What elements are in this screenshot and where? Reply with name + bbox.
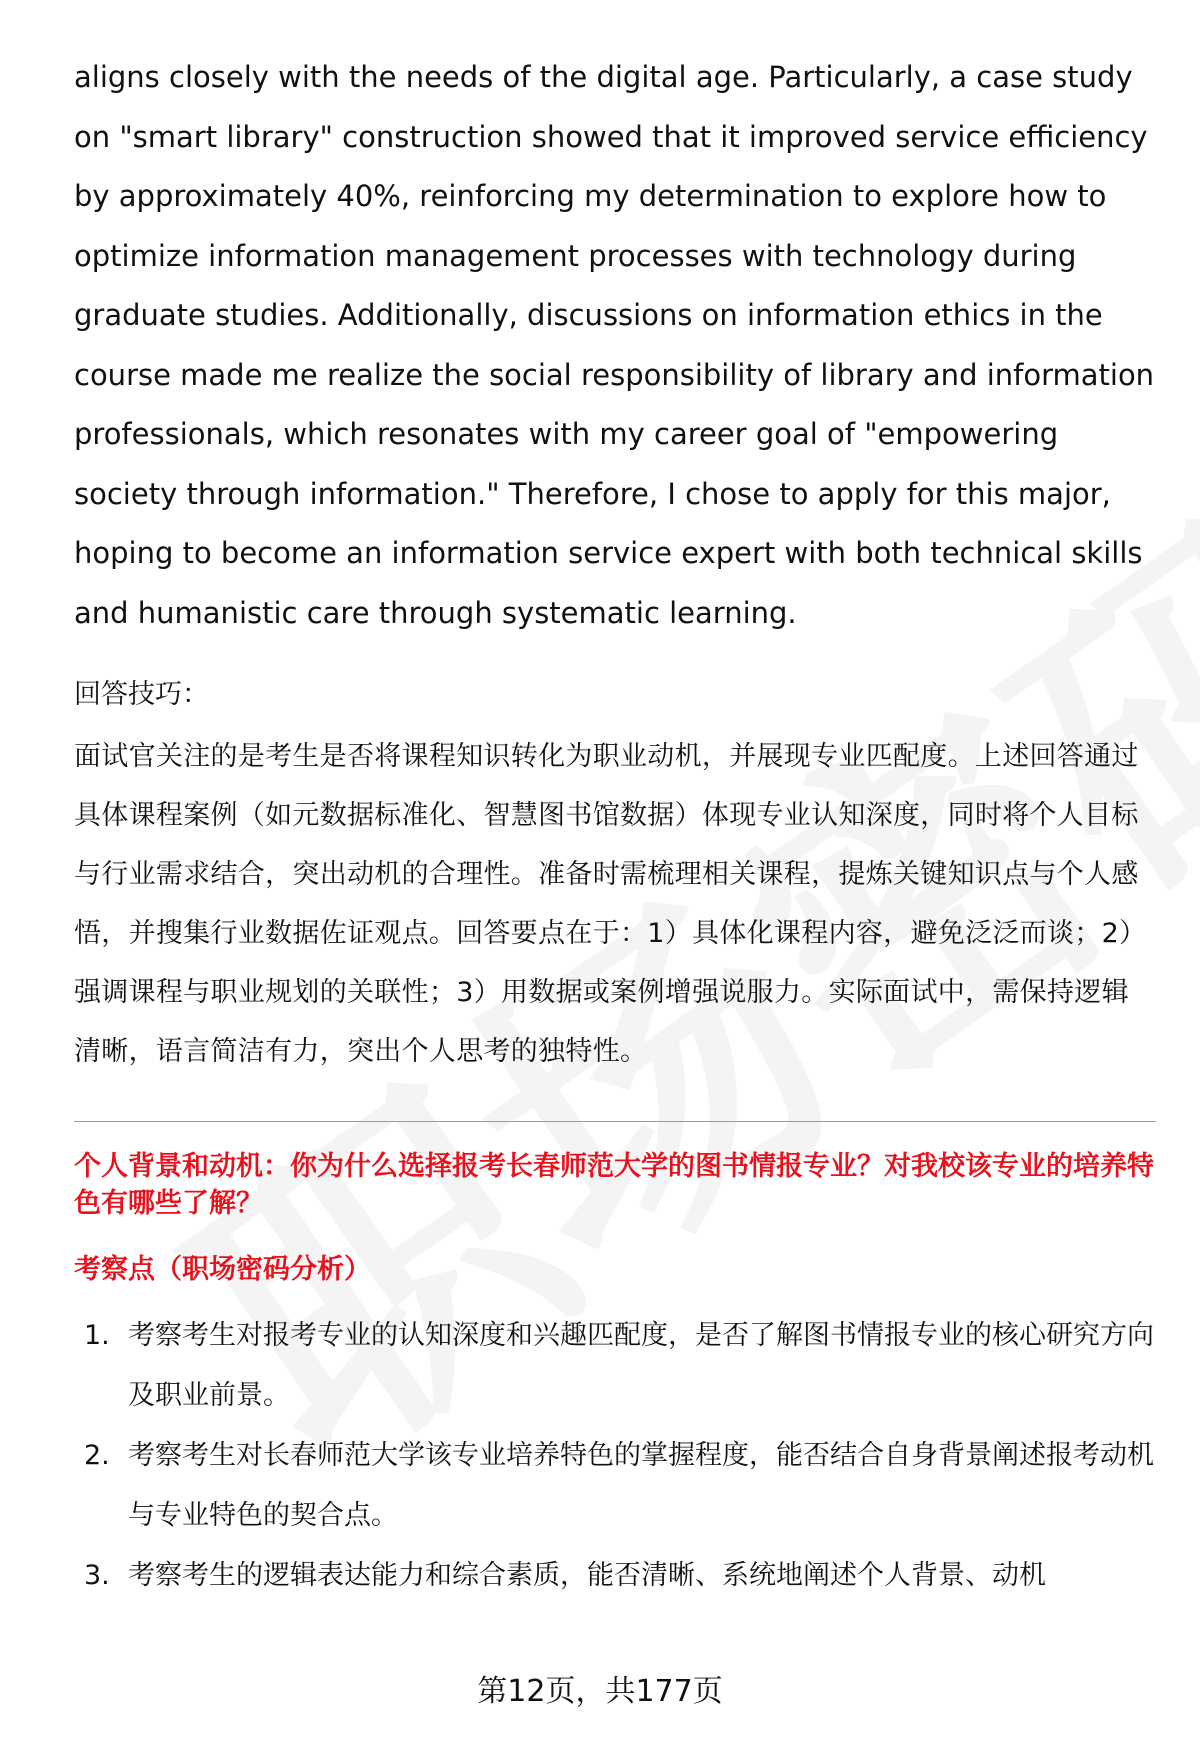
tips-body: 面试官关注的是考生是否将课程知识转化为职业动机，并展现专业匹配度。上述回答通过具体课程案例（如元数据标准化、智慧图书馆数据）体现专业认知深度，同时将个人目标与行业需求结合，突出动机的合理性。准备时需梳理相关课程，提炼关键知识点与个人感悟，并搜集行业数据佐证观点。回答要点在于：1）具体化课程内容，避免泛泛而谈；2）强调课程与职业规划的关联性；3）用数据或案例增强说服力。实际面试中，需保持逻辑清晰，语言简洁有力，突出个人思考的独特性。 <box>74 741 1147 1067</box>
list-item-text: 考察考生对报考专业的认知深度和兴趣匹配度，是否了解图书情报专业的核心研究方向及职业前景。 <box>128 1320 1154 1411</box>
list-item-number: 3. <box>84 1560 110 1591</box>
page-content <box>74 48 1156 1606</box>
list-item <box>74 1426 1156 1546</box>
question-title: 个人背景和动机：你为什么选择报考长春师范大学的图书情报专业？对我校该专业的培养特色有哪些了解？ <box>74 1151 1154 1219</box>
page-number: 第12页，共177页 <box>477 1674 723 1709</box>
assessment-heading: 考察点（职场密码分析） <box>74 1254 371 1285</box>
answer-continuation: aligns closely with the needs of the digital age. Particularly, a case study on "smart library" construction showed that it improved service efficiency by approximately 40%, reinforcing my determination to explore how to optimize information management processes with technology during graduate studies. Additionally, discussions on information ethics in the course made me realize the social responsibility of library and information professionals, which resonates with my career goal of "empowering society through information." Therefore, I chose to apply for this major, hoping to become an information service expert with both technical skills and humanistic care through systematic learning. <box>74 60 1155 630</box>
list-item-text: 考察考生对长春师范大学该专业培养特色的掌握程度，能否结合自身背景阐述报考动机与专业特色的契合点。 <box>128 1440 1154 1531</box>
list-item <box>74 1306 1156 1426</box>
list-item-number: 2. <box>84 1440 110 1471</box>
list-item-number: 1. <box>84 1320 110 1351</box>
list-item-text: 考察考生的逻辑表达能力和综合素质，能否清晰、系统地阐述个人背景、动机 <box>128 1560 1046 1591</box>
tips-heading: 回答技巧： <box>74 679 209 710</box>
list-item <box>74 1546 1156 1606</box>
assessment-list <box>74 1306 1156 1606</box>
section-divider <box>74 1121 1156 1122</box>
